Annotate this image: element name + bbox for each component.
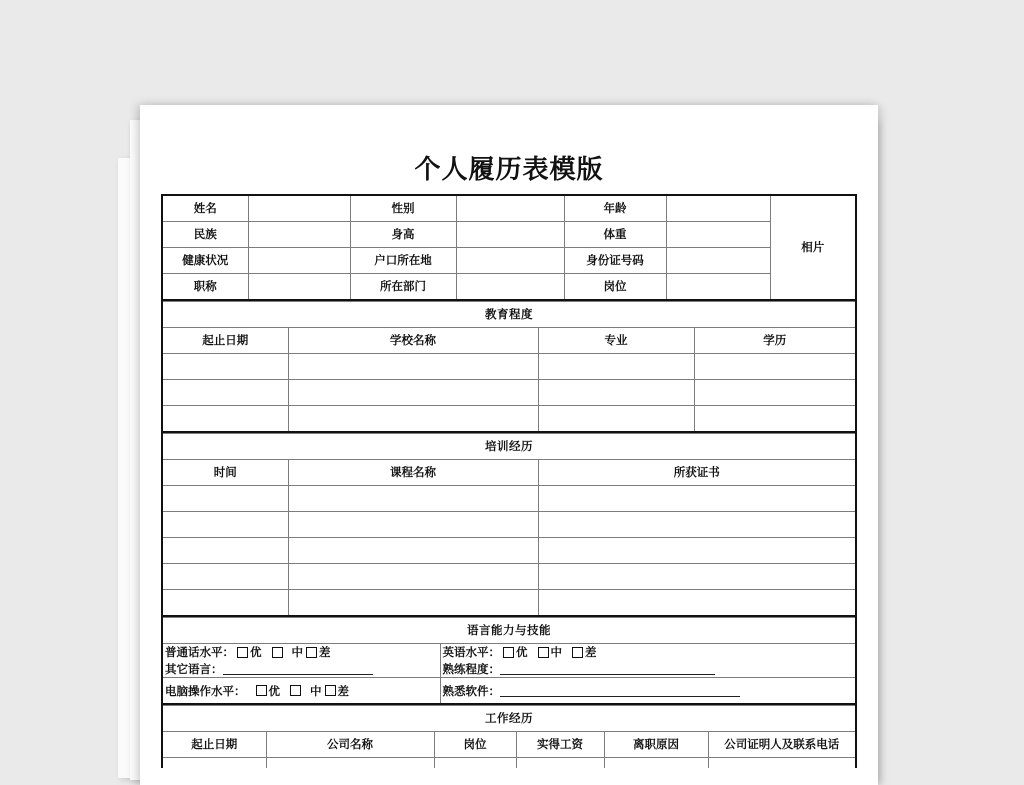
cell-work-salary[interactable] <box>516 758 604 768</box>
col-header-work-position: 岗位 <box>434 732 516 758</box>
training-table <box>161 433 857 617</box>
col-header-train-cert: 所获证书 <box>538 460 856 486</box>
computer-option-poor: 差 <box>337 683 349 698</box>
field-label-name: 姓名 <box>162 195 248 222</box>
checkbox-english-excellent[interactable] <box>503 647 514 658</box>
software-label: 熟悉软件： <box>442 683 500 698</box>
section-header-row <box>162 434 856 460</box>
cell-edu-school[interactable] <box>288 406 538 433</box>
proficiency-line <box>443 661 854 678</box>
table-row <box>162 195 856 222</box>
cell-edu-degree[interactable] <box>694 354 856 380</box>
col-header-work-reason: 离职原因 <box>604 732 708 758</box>
checkbox-mandarin-excellent[interactable] <box>237 647 248 658</box>
personal-info-table <box>161 194 857 301</box>
mandarin-label: 普通话水平： <box>165 645 234 659</box>
cell-train-course[interactable] <box>288 538 538 564</box>
cell-work-reason[interactable] <box>604 758 708 768</box>
english-block <box>440 644 856 678</box>
col-header-train-time: 时间 <box>162 460 288 486</box>
col-header-edu-date: 起止日期 <box>162 328 288 354</box>
computer-label: 电脑操作水平： <box>165 683 246 698</box>
field-value-weight[interactable] <box>666 222 770 248</box>
table-row <box>162 274 856 301</box>
english-option-poor: 差 <box>585 645 597 659</box>
table-row <box>162 758 856 768</box>
table-row <box>162 406 856 433</box>
cell-train-cert[interactable] <box>538 590 856 617</box>
work-experience-table <box>161 705 857 768</box>
cell-work-date[interactable] <box>162 758 266 768</box>
column-header-row <box>162 460 856 486</box>
cell-train-course[interactable] <box>288 486 538 512</box>
col-header-work-company: 公司名称 <box>266 732 434 758</box>
section-header-row <box>162 618 856 644</box>
cell-edu-degree[interactable] <box>694 380 856 406</box>
table-row <box>162 380 856 406</box>
cell-work-referee[interactable] <box>708 758 856 768</box>
table-row <box>162 564 856 590</box>
col-header-work-date: 起止日期 <box>162 732 266 758</box>
field-value-gender[interactable] <box>456 195 564 222</box>
checkbox-mandarin-poor[interactable] <box>306 647 317 658</box>
cell-edu-major[interactable] <box>538 380 694 406</box>
mandarin-option-poor: 差 <box>319 645 331 659</box>
other-language-input[interactable] <box>223 663 373 675</box>
field-value-department[interactable] <box>456 274 564 301</box>
table-row <box>162 248 856 274</box>
checkbox-computer-excellent[interactable] <box>256 685 267 696</box>
field-label-id-number: 身份证号码 <box>564 248 666 274</box>
col-header-train-course: 课程名称 <box>288 460 538 486</box>
skills-row-computer <box>162 678 856 705</box>
section-header-row <box>162 302 856 328</box>
cell-edu-date[interactable] <box>162 354 288 380</box>
cell-edu-school[interactable] <box>288 354 538 380</box>
cell-train-course[interactable] <box>288 564 538 590</box>
photo-placeholder[interactable]: 相片 <box>770 195 856 300</box>
mandarin-option-average: 中 <box>291 645 303 659</box>
cell-work-position[interactable] <box>434 758 516 768</box>
cell-train-cert[interactable] <box>538 538 856 564</box>
cell-edu-school[interactable] <box>288 380 538 406</box>
field-value-residence[interactable] <box>456 248 564 274</box>
field-label-residence: 户口所在地 <box>350 248 456 274</box>
field-label-department: 所在部门 <box>350 274 456 301</box>
field-label-gender: 性别 <box>350 195 456 222</box>
cell-edu-date[interactable] <box>162 406 288 433</box>
cell-train-time[interactable] <box>162 564 288 590</box>
skills-row-languages <box>162 644 856 678</box>
field-value-name[interactable] <box>248 195 350 222</box>
mandarin-level-line <box>165 644 438 661</box>
page-title: 个人履历表模版 <box>414 155 604 185</box>
field-label-health: 健康状况 <box>162 248 248 274</box>
section-title-work-experience: 工作经历 <box>162 706 856 732</box>
field-label-job-title: 职称 <box>162 274 248 301</box>
other-language-line <box>165 661 438 678</box>
section-title-education: 教育程度 <box>162 302 856 328</box>
table-row <box>162 538 856 564</box>
cell-train-time[interactable] <box>162 590 288 617</box>
column-header-row <box>162 328 856 354</box>
cell-train-cert[interactable] <box>538 564 856 590</box>
field-value-ethnicity[interactable] <box>248 222 350 248</box>
computer-option-excellent: 优 <box>268 683 280 698</box>
computer-block <box>162 678 440 705</box>
field-label-weight: 体重 <box>564 222 666 248</box>
column-header-row <box>162 732 856 758</box>
cell-train-cert[interactable] <box>538 486 856 512</box>
mandarin-block <box>162 644 440 678</box>
mandarin-option-excellent: 优 <box>250 645 262 659</box>
field-value-health[interactable] <box>248 248 350 274</box>
software-block <box>440 678 856 705</box>
cell-train-time[interactable] <box>162 486 288 512</box>
checkbox-english-poor[interactable] <box>572 647 583 658</box>
other-language-label: 其它语言： <box>165 661 223 676</box>
computer-level-line <box>165 683 438 700</box>
field-label-position: 岗位 <box>564 274 666 301</box>
field-value-height[interactable] <box>456 222 564 248</box>
checkbox-computer-poor[interactable] <box>325 685 336 696</box>
col-header-work-referee: 公司证明人及联系电话 <box>708 732 856 758</box>
proficiency-input[interactable] <box>500 663 715 675</box>
cell-train-cert[interactable] <box>538 512 856 538</box>
cell-edu-date[interactable] <box>162 380 288 406</box>
field-value-age[interactable] <box>666 195 770 222</box>
field-label-height: 身高 <box>350 222 456 248</box>
col-header-edu-degree: 学历 <box>694 328 856 354</box>
cell-train-course[interactable] <box>288 512 538 538</box>
english-option-average: 中 <box>550 645 562 659</box>
cell-train-time[interactable] <box>162 538 288 564</box>
table-row <box>162 590 856 617</box>
table-row <box>162 222 856 248</box>
section-title-language-skills: 语言能力与技能 <box>162 618 856 644</box>
cell-edu-major[interactable] <box>538 354 694 380</box>
english-level-line <box>443 644 854 661</box>
section-title-training: 培训经历 <box>162 434 856 460</box>
checkbox-computer-average[interactable] <box>290 685 301 696</box>
software-line <box>443 683 854 700</box>
english-label: 英语水平： <box>442 645 500 659</box>
computer-option-average: 中 <box>310 683 322 698</box>
checkbox-english-average[interactable] <box>538 647 549 658</box>
field-value-id-number[interactable] <box>666 248 770 274</box>
cell-train-time[interactable] <box>162 512 288 538</box>
proficiency-label: 熟练程度： <box>442 661 500 676</box>
checkbox-mandarin-average[interactable] <box>272 647 283 658</box>
software-input[interactable] <box>500 685 740 697</box>
col-header-edu-school: 学校名称 <box>288 328 538 354</box>
field-value-job-title[interactable] <box>248 274 350 301</box>
field-label-ethnicity: 民族 <box>162 222 248 248</box>
section-header-row <box>162 706 856 732</box>
cell-work-company[interactable] <box>266 758 434 768</box>
table-row <box>162 512 856 538</box>
table-row <box>162 486 856 512</box>
english-option-excellent: 优 <box>516 645 528 659</box>
table-row <box>162 354 856 380</box>
col-header-work-salary: 实得工资 <box>516 732 604 758</box>
field-value-position[interactable] <box>666 274 770 301</box>
cell-edu-degree[interactable] <box>694 406 856 433</box>
field-label-age: 年龄 <box>564 195 666 222</box>
education-table <box>161 301 857 433</box>
document-page <box>140 105 878 768</box>
cell-edu-major[interactable] <box>538 406 694 433</box>
col-header-edu-major: 专业 <box>538 328 694 354</box>
language-skills-table <box>161 617 857 705</box>
cell-train-course[interactable] <box>288 590 538 617</box>
